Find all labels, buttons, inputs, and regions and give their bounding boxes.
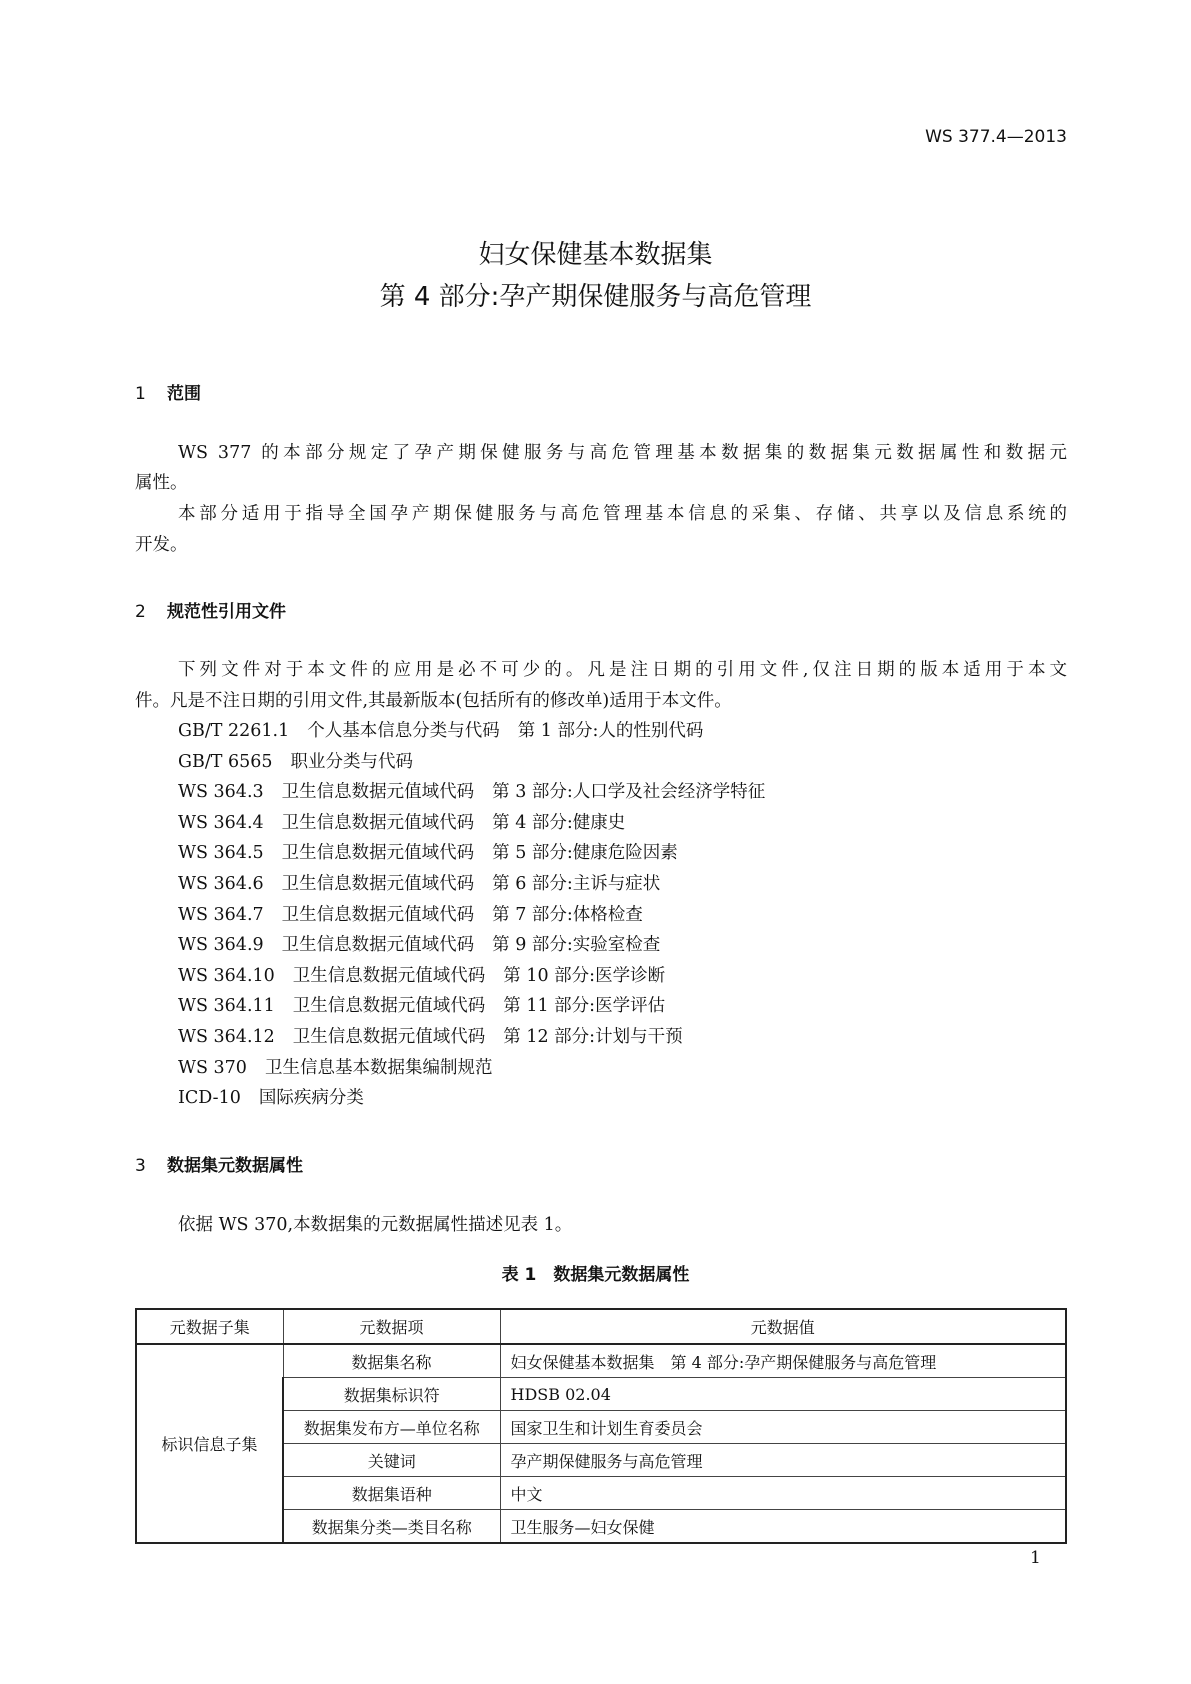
section-1-heading: 1 范围 [135,384,201,404]
reference-title: 卫生信息数据元值域代码 [281,874,475,894]
scope-para-1-line1: WS 377 的本部分规定了孕产期保健服务与高危管理基本数据集的数据集元数据属性和数据元 [178,443,1067,463]
reference-title: 个人基本信息分类与代码 [307,721,500,741]
item-cell: 数据集名称 [283,1344,500,1378]
reference-title: 卫生信息数据元值域代码 [281,782,475,803]
reference-part: 第 6 部分:主诉与症状 [492,874,661,894]
value-cell: 卫生服务—妇女保健 [500,1510,1066,1544]
reference-title: 卫生信息数据元值域代码 [292,965,486,986]
reference-title: 卫生信息数据元值域代码 [281,935,475,956]
reference-code: WS 364.9 [178,935,264,956]
subset-cell: 标识信息子集 [136,1344,283,1543]
reference-code: WS 364.10 [178,965,275,986]
reference-title: 卫生信息数据元值域代码 [281,904,475,925]
reference-code: ICD-10 [178,1088,241,1109]
table-row [136,1344,1066,1378]
reference-title: 卫生信息基本数据集编制规范 [264,1057,493,1078]
value-cell: 中文 [500,1477,1066,1510]
section-2-heading: 2 规范性引用文件 [135,602,286,622]
reference-part: 第 9 部分:实验室检查 [492,935,661,956]
item-cell: 数据集语种 [283,1477,500,1510]
doc-title: 妇女保健基本数据集 [478,240,713,270]
reference-item [178,720,721,742]
reference-item [178,1087,382,1109]
reference-part: 第 10 部分:医学诊断 [503,965,666,986]
value-cell: 妇女保健基本数据集 第 4 部分:孕产期保健服务与高危管理 [500,1344,1066,1378]
reference-title: 卫生信息数据元值域代码 [281,843,475,864]
value-cell: HDSB 02.04 [500,1378,1066,1411]
reference-title: 卫生信息数据元值域代码 [281,812,475,833]
reference-code: WS 364.4 [178,812,264,833]
section-3-intro: 依据 WS 370,本数据集的元数据属性描述见表 1。 [178,1215,573,1235]
reference-code: WS 364.6 [178,874,264,894]
reference-item [178,781,783,803]
value-cell: 国家卫生和计划生育委员会 [500,1411,1066,1444]
metadata-table [135,1308,1067,1544]
reference-item [178,812,643,834]
reference-part: 第 12 部分:计划与干预 [503,1027,683,1047]
item-cell: 数据集分类—类目名称 [283,1510,500,1544]
reference-code: WS 364.3 [178,782,264,803]
reference-item [178,873,678,895]
table-header: 元数据子集 [136,1309,283,1344]
reference-item [178,751,431,773]
scope-para-1-line2: 属性。 [135,473,188,493]
reference-title: 卫生信息数据元值域代码 [292,1027,486,1047]
value-cell: 孕产期保健服务与高危管理 [500,1444,1066,1477]
refs-intro-line1: 下列文件对于本文件的应用是必不可少的。凡是注日期的引用文件,仅注日期的版本适用于本文 [178,660,1067,680]
item-cell: 数据集发布方—单位名称 [283,1411,500,1444]
scope-para-2-line2: 开发。 [135,535,188,555]
item-cell: 数据集标识符 [283,1378,500,1411]
scope-para-2-line1: 本部分适用于指导全国孕产期保健服务与高危管理基本信息的采集、存储、共享以及信息系统的 [178,504,1067,524]
reference-part: 第 11 部分:医学评估 [503,996,666,1017]
table-header: 元数据值 [500,1309,1066,1344]
reference-item [178,904,661,926]
reference-code: GB/T 6565 [178,751,273,772]
standard-number: WS 377.4—2013 [925,127,1067,147]
reference-item [178,995,683,1017]
reference-item [178,842,696,864]
refs-intro-line2: 件。凡是不注日期的引用文件,其最新版本(包括所有的修改单)适用于本文件。 [135,691,732,711]
reference-item [178,1057,510,1079]
reference-code: GB/T 2261.1 [178,721,290,741]
reference-part: 第 1 部分:人的性别代码 [517,721,704,741]
reference-title: 国际疾病分类 [258,1088,364,1109]
table-caption: 表 1 数据集元数据属性 [501,1265,690,1285]
reference-item [178,934,678,956]
doc-subtitle: 第 4 部分:孕产期保健服务与高危管理 [379,282,812,312]
page-number: 1 [1030,1548,1041,1568]
reference-part: 第 7 部分:体格检查 [492,904,643,925]
reference-title: 职业分类与代码 [290,751,414,772]
reference-code: WS 364.11 [178,996,275,1017]
reference-part: 第 3 部分:人口学及社会经济学特征 [492,782,766,803]
item-cell: 关键词 [283,1444,500,1477]
reference-item [178,965,683,987]
reference-code: WS 364.7 [178,904,264,925]
reference-part: 第 4 部分:健康史 [492,812,626,833]
reference-code: WS 364.12 [178,1027,275,1047]
reference-code: WS 370 [178,1057,247,1078]
reference-code: WS 364.5 [178,843,264,864]
reference-item [178,1026,701,1048]
table-header: 元数据项 [283,1309,500,1344]
reference-part: 第 5 部分:健康危险因素 [492,843,678,864]
section-3-heading: 3 数据集元数据属性 [135,1156,303,1176]
reference-title: 卫生信息数据元值域代码 [292,996,486,1017]
